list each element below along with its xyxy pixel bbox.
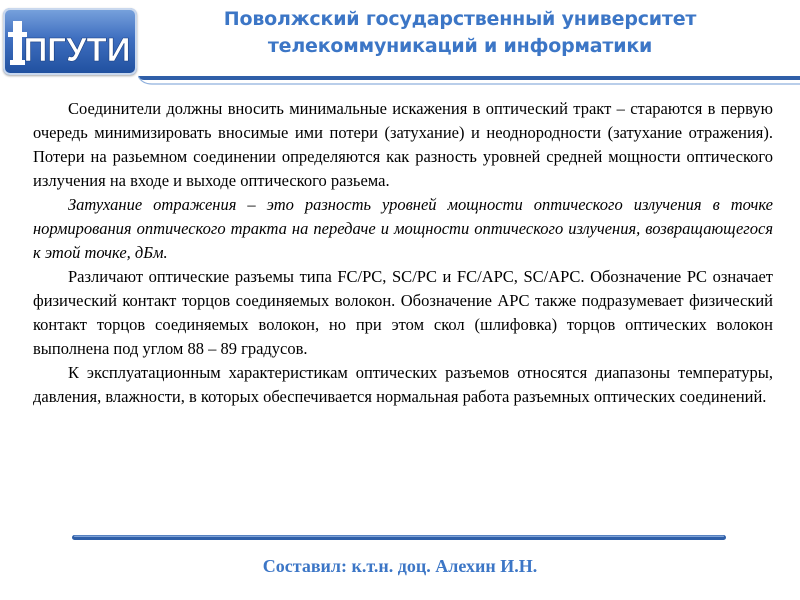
- paragraph: К эксплуатационным характеристикам оптических разъемов относятся диапазоны температуры, давления, влажности, в которых обеспечивается нормальная работа разъемных оптических соединений.: [33, 363, 773, 406]
- author-credit: Составил: к.т.н. доц. Алехин И.Н.: [262, 556, 538, 576]
- page-title: [150, 6, 770, 60]
- definition-paragraph: Затухание отражения – это разность уровней мощности оптического излучения в точке нормирования оптического тракта на передаче и мощности оптического излучения, возвращающегося к этой точке, дБм.: [33, 195, 773, 262]
- header-divider: [138, 74, 800, 86]
- paragraph: Различают оптические разъемы типа FC/PC, SC/PC и FC/APC, SC/APC. Обозначение PC означает физический контакт торцов соединяемых волокон. Обозначение APC также подразумевает физический контакт торцов соединяемых волокон, но при этом скол (шлифовка) торцов оптических волокон выполнена под углом 88 – 89 градусов.: [33, 267, 773, 358]
- logo-graphic: [3, 8, 137, 75]
- content-text: [33, 97, 773, 409]
- title-line-1: Поволжский государственный университет: [223, 8, 697, 30]
- paragraph: Соединители должны вносить минимальные искажения в оптический тракт – стараются в первую очередь минимизировать вносимые ими потери (затухание) и неоднородности (затухание отражения). Потери на разьемном соединении определяются как разность уровней средней мощности оптического излучения на входе и выходе оптического разьема.: [33, 99, 773, 190]
- footer-divider: [72, 534, 726, 542]
- university-logo: [3, 8, 137, 75]
- logo-text: ПГУТИ: [23, 31, 131, 68]
- title-line-2: телекоммуникаций и информатики: [267, 35, 653, 57]
